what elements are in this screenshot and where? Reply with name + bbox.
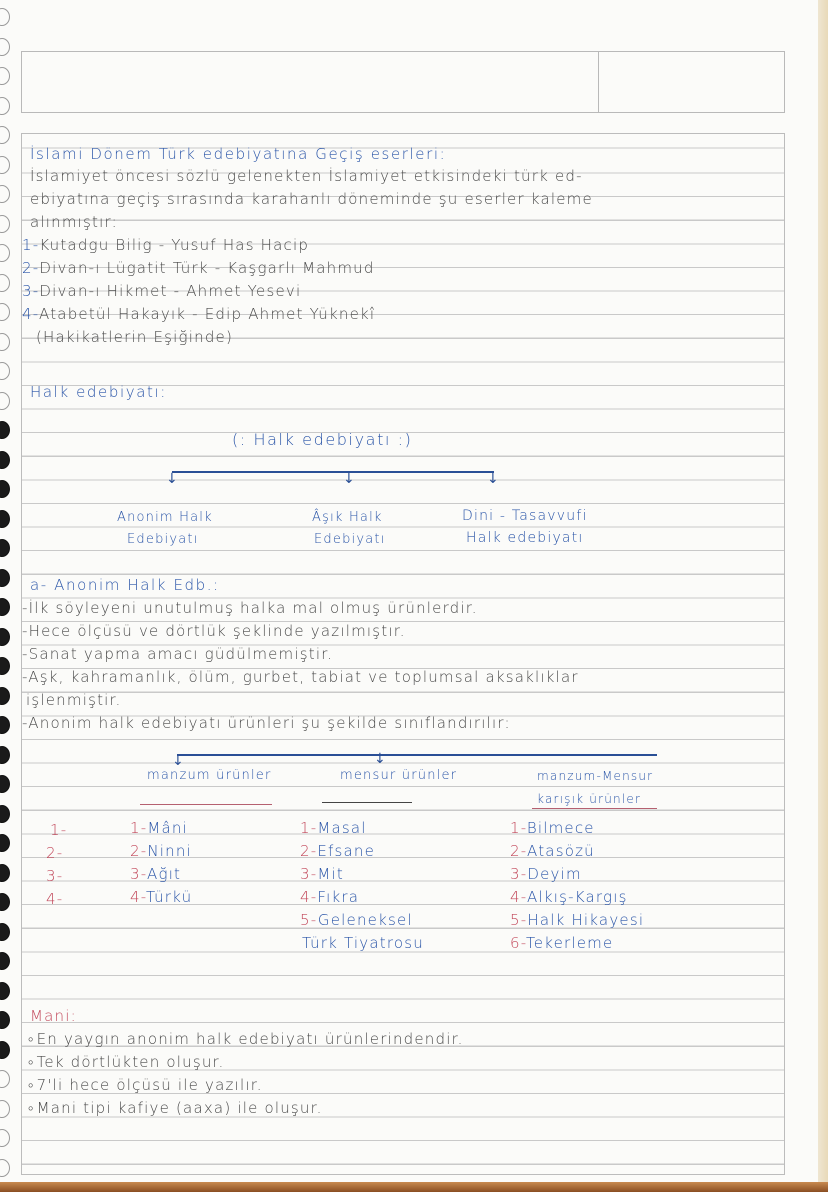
category-item bbox=[130, 864, 181, 884]
spiral-ring-icon bbox=[0, 923, 10, 941]
spiral-ring-icon bbox=[0, 569, 10, 587]
spiral-ring-icon bbox=[0, 1041, 10, 1059]
work-number: 1- bbox=[22, 236, 40, 254]
item-text: Efsane bbox=[317, 842, 376, 860]
spiral-ring-icon bbox=[0, 362, 10, 380]
item-text: Bilmece bbox=[526, 819, 595, 837]
arrow-down-icon: ↓ bbox=[166, 471, 178, 487]
item-number: 3- bbox=[510, 865, 528, 883]
category-item bbox=[510, 910, 644, 930]
spiral-ring-icon bbox=[0, 510, 10, 528]
category-item bbox=[300, 887, 359, 907]
item-number: 1- bbox=[510, 819, 527, 837]
item-text: Atasözü bbox=[527, 842, 595, 860]
branch-dini-line2: Halk edebiyatı bbox=[466, 530, 584, 546]
category-header-manzum: manzum ürünler bbox=[147, 768, 272, 783]
mani-bullet: ∘En yaygın anonim halk edebiyatı ürünlerindendir. bbox=[26, 1030, 464, 1048]
work-item bbox=[22, 258, 375, 278]
spiral-ring-icon bbox=[0, 421, 10, 439]
item-number: 1- bbox=[300, 819, 318, 837]
spiral-ring-icon bbox=[0, 834, 10, 852]
item-text: Deyim bbox=[527, 865, 582, 883]
item-number: 4- bbox=[130, 888, 146, 906]
spiral-ring-icon bbox=[0, 805, 10, 823]
spiral-ring-icon bbox=[0, 244, 10, 262]
spiral-ring-icon bbox=[0, 657, 10, 675]
spiral-ring-icon bbox=[0, 746, 10, 764]
category-item bbox=[510, 841, 595, 861]
category-item bbox=[130, 818, 188, 838]
category-item bbox=[130, 841, 192, 861]
anonim-bullet: -Hece ölçüsü ve dörtlük şeklinde yazılmıştır. bbox=[22, 622, 406, 640]
item-text: Alkış-Kargış bbox=[527, 888, 628, 906]
item-number: 5- bbox=[300, 911, 318, 929]
category-header-karisik-2: karışık ürünler bbox=[537, 792, 642, 806]
category-item bbox=[510, 887, 628, 907]
spiral-ring-icon bbox=[0, 539, 10, 557]
spiral-ring-icon bbox=[0, 1011, 10, 1029]
anonim-bullet: -Aşk, kahramanlık, ölüm, gurbet, tabiat ve toplumsal aksaklıklar bbox=[22, 668, 579, 686]
item-number: 4- bbox=[300, 888, 318, 906]
category-item bbox=[510, 818, 595, 838]
branch-asik-line1: Âşık Halk bbox=[312, 510, 383, 525]
spiral-ring-icon bbox=[0, 8, 10, 26]
item-number: 6- bbox=[510, 934, 526, 952]
anonim-bullet: işlenmiştir. bbox=[26, 691, 122, 709]
underline bbox=[532, 808, 657, 809]
branch-anonim-line2: Edebiyatı bbox=[127, 532, 199, 547]
work-number: 4- bbox=[22, 305, 40, 323]
spiral-ring-icon bbox=[0, 1129, 10, 1147]
intro-line: İslamiyet öncesi sözlü gelenekten İslamiyet etkisindeki türk ed- bbox=[30, 167, 583, 185]
spiral-ring-icon bbox=[0, 274, 10, 292]
spiral-ring-icon bbox=[0, 303, 10, 321]
spiral-ring-icon bbox=[0, 775, 10, 793]
spiral-ring-icon bbox=[0, 480, 10, 498]
item-text: Türkü bbox=[145, 888, 193, 906]
spiral-ring-icon bbox=[0, 156, 10, 174]
spiral-ring-icon bbox=[0, 864, 10, 882]
work-number: 2- bbox=[22, 259, 40, 277]
spiral-ring-icon bbox=[0, 67, 10, 85]
arrow-down-icon: ↓ bbox=[374, 751, 386, 767]
work-text: Divan-ı Hikmet - Ahmet Yesevi bbox=[39, 282, 302, 300]
diagram-root: (: Halk edebiyatı :) bbox=[232, 430, 413, 449]
spiral-ring-icon bbox=[0, 1100, 10, 1118]
notebook-page bbox=[21, 133, 785, 1175]
spiral-ring-icon bbox=[0, 1070, 10, 1088]
work-text: Divan-ı Lügatit Türk - Kaşgarlı Mahmud bbox=[39, 259, 375, 277]
item-text: Tekerleme bbox=[525, 934, 614, 952]
mani-bullet: ∘7'li hece ölçüsü ile yazılır. bbox=[26, 1076, 263, 1094]
item-number: 3- bbox=[300, 865, 318, 883]
anonim-bullet: -İlk söyleyeni unutulmuş halka mal olmuş ürünlerdir. bbox=[22, 599, 478, 617]
spiral-ring-icon bbox=[0, 38, 10, 56]
arrow-down-icon: ↓ bbox=[487, 471, 499, 487]
item-number: 1- bbox=[130, 819, 148, 837]
mani-bullet: ∘Mani tipi kafiye (aaxa) ile oluşur. bbox=[26, 1099, 323, 1117]
category-connector bbox=[177, 754, 657, 756]
intro-line: ebiyatına geçiş sırasında karahanlı döneminde şu eserler kaleme bbox=[30, 190, 593, 208]
category-item bbox=[300, 864, 344, 884]
section-title-mani: Mani: bbox=[30, 1007, 77, 1025]
work-number: 3- bbox=[22, 282, 40, 300]
item-text: Türk Tiyatrosu bbox=[302, 934, 424, 952]
page-edge bbox=[818, 0, 828, 1192]
category-item bbox=[510, 933, 613, 953]
intro-line: alınmıştır: bbox=[30, 213, 118, 231]
spiral-ring-icon bbox=[0, 716, 10, 734]
header-box bbox=[21, 51, 785, 113]
branch-anonim-line1: Anonim Halk bbox=[117, 510, 213, 525]
arrow-down-icon: ↓ bbox=[343, 471, 355, 487]
spiral-ring-icon bbox=[0, 185, 10, 203]
diagram-connector bbox=[172, 471, 494, 473]
spiral-ring-icon bbox=[0, 1159, 10, 1177]
item-text: Mâni bbox=[147, 819, 188, 837]
left-number: 3- bbox=[46, 867, 64, 885]
spiral-ring-icon bbox=[0, 97, 10, 115]
spiral-ring-icon bbox=[0, 982, 10, 1000]
item-text: Ağıt bbox=[147, 865, 182, 883]
anonim-bullet: -Sanat yapma amacı güdülmemiştir. bbox=[22, 645, 334, 663]
spiral-ring-icon bbox=[0, 687, 10, 705]
work-item bbox=[22, 304, 375, 324]
category-item bbox=[300, 841, 375, 861]
section-title-halk-edebiyati: Halk edebiyatı: bbox=[30, 383, 167, 401]
spiral-ring-icon bbox=[0, 215, 10, 233]
item-text: Masal bbox=[317, 819, 367, 837]
item-text: Halk Hikayesi bbox=[527, 911, 645, 929]
mani-bullet: ∘Tek dörtlükten oluşur. bbox=[26, 1053, 225, 1071]
section-title-islami-donem: İslami Dönem Türk edebiyatına Geçiş eserleri: bbox=[30, 145, 447, 163]
item-text: Mit bbox=[317, 865, 344, 883]
item-number: 2- bbox=[130, 842, 148, 860]
spiral-ring-icon bbox=[0, 893, 10, 911]
category-item bbox=[300, 818, 367, 838]
work-text: Atabetül Hakayık - Edip Ahmet Yüknekî bbox=[39, 305, 376, 323]
item-number: 4- bbox=[510, 888, 528, 906]
header-divider bbox=[598, 52, 599, 112]
arrow-down-icon: ↓ bbox=[172, 753, 184, 769]
spiral-ring-icon bbox=[0, 392, 10, 410]
category-header-karisik: manzum-Mensur bbox=[537, 769, 654, 783]
underline bbox=[322, 802, 412, 803]
item-text: Ninni bbox=[147, 842, 192, 860]
item-number: 3- bbox=[130, 865, 148, 883]
item-number: 2- bbox=[300, 842, 318, 860]
spiral-ring-icon bbox=[0, 628, 10, 646]
spiral-ring-icon bbox=[0, 952, 10, 970]
category-item bbox=[302, 933, 424, 953]
category-item bbox=[300, 910, 413, 930]
anonim-bullet: -Anonim halk edebiyatı ürünleri şu şekilde sınıflandırılır: bbox=[22, 714, 511, 732]
table-surface bbox=[0, 1182, 828, 1192]
left-number: 4- bbox=[46, 890, 64, 908]
branch-asik-line2: Edebiyatı bbox=[314, 532, 386, 547]
spiral-ring-icon bbox=[0, 333, 10, 351]
work-text: Kutadgu Bilig - Yusuf Has Hacip bbox=[39, 236, 310, 254]
left-number: 1- bbox=[50, 821, 68, 839]
spiral-ring-icon bbox=[0, 126, 10, 144]
item-number: 2- bbox=[510, 842, 528, 860]
spiral-ring-icon bbox=[0, 598, 10, 616]
item-text: Fıkra bbox=[317, 888, 360, 906]
spiral-ring-icon bbox=[0, 451, 10, 469]
branch-dini-line1: Dini - Tasavvufi bbox=[462, 508, 588, 524]
work-item bbox=[22, 281, 301, 301]
category-item bbox=[510, 864, 582, 884]
item-number: 5- bbox=[510, 911, 528, 929]
category-header-mensur: mensur ürünler bbox=[340, 768, 458, 783]
category-item bbox=[130, 887, 192, 907]
work-note: (Hakikatlerin Eşiğinde) bbox=[36, 328, 234, 346]
section-title-anonim: a- Anonim Halk Edb.: bbox=[30, 576, 220, 594]
item-text: Geleneksel bbox=[317, 911, 413, 929]
left-number: 2- bbox=[46, 844, 64, 862]
spiral-binding bbox=[0, 0, 14, 1192]
work-item bbox=[22, 235, 309, 255]
underline bbox=[140, 804, 272, 805]
